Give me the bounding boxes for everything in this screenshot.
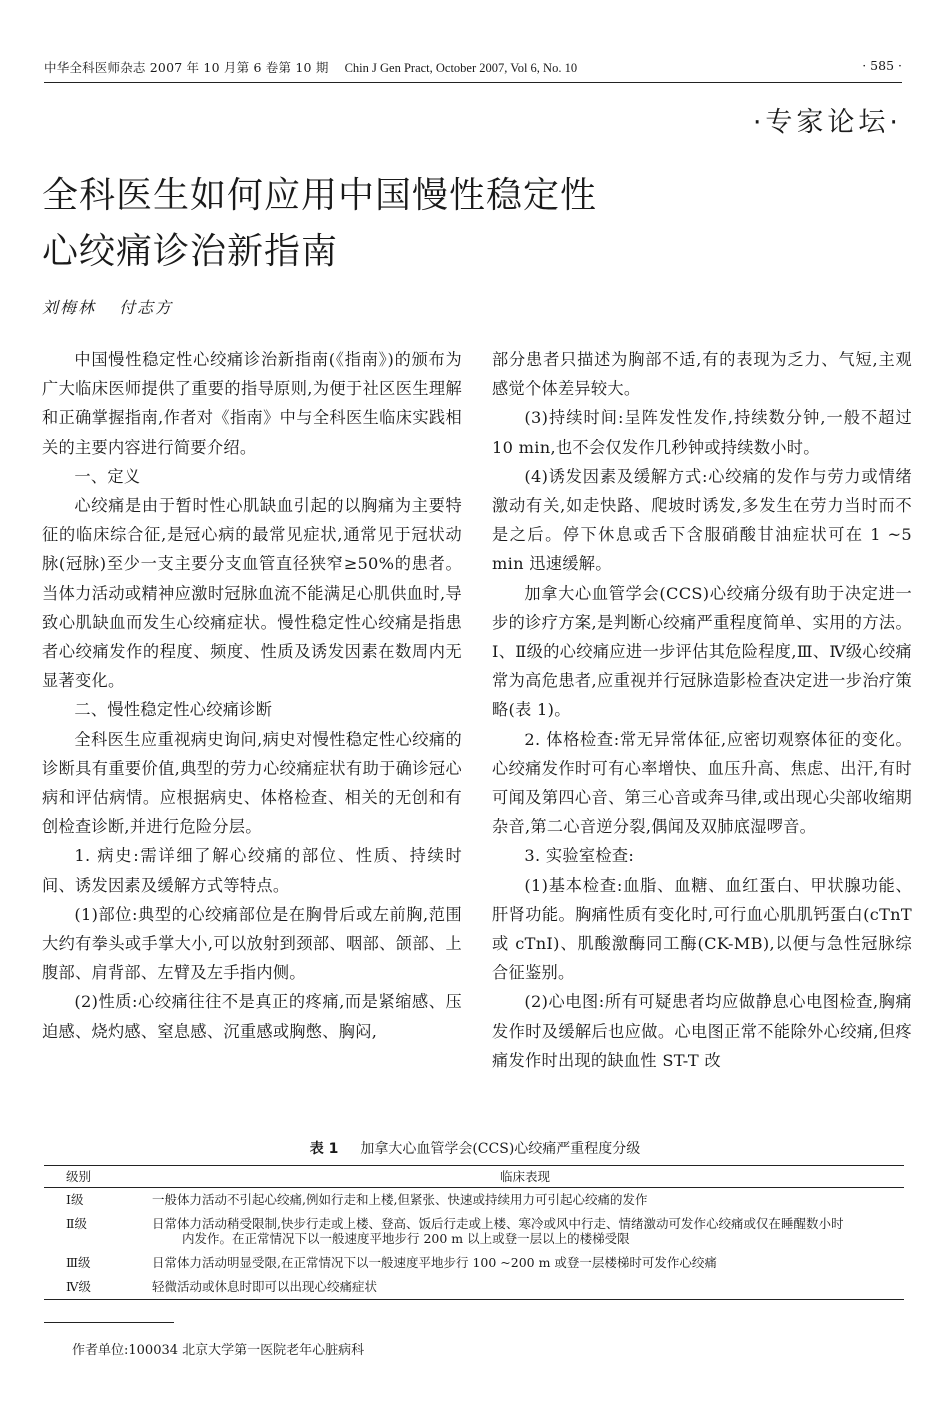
title-line-2: 心绞痛诊治新指南 (42, 231, 339, 272)
description-line: 轻微活动或休息时即可以出现心绞痛症状 (152, 1279, 378, 1294)
paragraph: 部分患者只描述为胸部不适,有的表现为乏力、气短,主观感觉个体差异较大。 (492, 350, 912, 399)
grade-level: Ⅱ级 (66, 1216, 87, 1231)
right-column (492, 345, 912, 1075)
paragraph: (2)心电图:所有可疑患者均应做静息心电图检查,胸痛发作时及缓解后也应做。心电图正常不能除外心绞痛,但疼痛发作时出现的缺血性 ST-T 改 (492, 992, 912, 1070)
journal-english: Chin J Gen Pract, October 2007, Vol 6, No. 10 (344, 61, 578, 75)
paragraph: (1)部位:典型的心绞痛部位是在胸骨后或左前胸,范围大约有拳头或手掌大小,可以放射到颈部、咽部、颌部、上腹部、肩背部、左臂及左手指内侧。 (42, 904, 462, 983)
table-row (44, 1212, 904, 1251)
article-title (42, 168, 682, 280)
table-row (44, 1251, 904, 1275)
table-row (44, 1275, 904, 1300)
grade-description (146, 1188, 904, 1213)
grade-description (146, 1251, 904, 1275)
paragraph: 1. 病史:需详细了解心绞痛的部位、性质、持续时间、诱发因素及缓解方式等特点。 (42, 846, 462, 895)
table-header-row (44, 1166, 904, 1188)
author-1: 刘梅林 (42, 298, 97, 317)
author-affiliation: 作者单位:100034 北京大学第一医院老年心脏病科 (72, 1343, 365, 1358)
left-column (42, 345, 462, 1046)
running-header (44, 58, 902, 83)
paragraph: 3. 实验室检查: (524, 846, 635, 866)
journal-citation (44, 58, 577, 76)
description-line: 日常体力活动稍受限制,快步行走或上楼、登高、饭后行走或上楼、寒冷或风中行走、情绪激动可发作心绞痛或仅在睡醒数小时 (152, 1216, 844, 1231)
paragraph: 2. 体格检查:常无异常体征,应密切观察体征的变化。心绞痛发作时可有心率增快、血压升高、焦虑、出汗,有时可闻及第四心音、第三心音或奔马律,或出现心尖部收缩期杂音,第二心音逆分裂,偶闻及双肺底湿啰音。 (492, 729, 912, 837)
ccs-grade-table (44, 1165, 904, 1300)
section-tag: ·专家论坛· (752, 107, 902, 138)
page-number: · 585 · (862, 58, 902, 73)
paragraph: (4)诱发因素及缓解方式:心绞痛的发作与劳力或情绪激动有关,如走快路、爬坡时诱发,多发生在劳力当时而不是之后。停下休息或舌下含服硝酸甘油症状可在 1 ~5 min 迅速缓解。 (492, 466, 912, 574)
paragraph: 二、慢性稳定性心绞痛诊断 (74, 700, 273, 720)
paragraph: (3)持续时间:呈阵发性发作,持续数分钟,一般不超过 10 min,也不会仅发作几秒钟或持续数小时。 (492, 408, 912, 457)
paragraph: 一、定义 (74, 466, 141, 486)
paragraph: 全科医生应重视病史询问,病史对慢性稳定性心绞痛的诊断具有重要价值,典型的劳力心绞痛症状有助于确诊冠心病和评估病情。应根据病史、体格检查、相关的无创和有创检查诊断,并进行危险分层。 (42, 729, 462, 837)
paragraph: (1)基本检查:血脂、血糖、血红蛋白、甲状腺功能、肝肾功能。胸痛性质有变化时,可行血心肌肌钙蛋白(cTnT 或 cTnI)、肌酸激酶同工酶(CK-MB),以便与急性冠脉综合征鉴别。 (492, 875, 912, 983)
grade-level: Ⅳ级 (44, 1275, 146, 1300)
paragraph: (2)性质:心绞痛往往不是真正的疼痛,而是紧缩感、压迫感、烧灼感、窒息感、沉重感或胸憋、胸闷, (42, 992, 462, 1041)
table-title: 加拿大心血管学会(CCS)心绞痛严重程度分级 (360, 1141, 641, 1157)
table-row (44, 1188, 904, 1213)
grade-description (146, 1275, 904, 1300)
description-line-continued: 内发作。在正常情况下以一般速度平地步行 200 m 以上或登一层以上的楼梯受限 (182, 1231, 630, 1246)
paragraph: 中国慢性稳定性心绞痛诊治新指南(《指南》)的颁布为广大临床医师提供了重要的指导原则,为便于社区医生理解和正确掌握指南,作者对《指南》中与全科医生临床实践相关的主要内容进行简要介绍。 (42, 350, 462, 457)
grade-description (146, 1212, 904, 1251)
description-line: 一般体力活动不引起心绞痛,例如行走和上楼,但紧张、快速或持续用力可引起心绞痛的发作 (152, 1192, 648, 1207)
author-2: 付志方 (119, 298, 174, 317)
description-line: 日常体力活动明显受限,在正常情况下以一般速度平地步行 100 ~200 m 或登一层楼梯时可发作心绞痛 (152, 1255, 717, 1270)
journal-name: 中华全科医师杂志 2007 年 10 月第 6 卷第 10 期 (44, 60, 329, 75)
paragraph: 心绞痛是由于暂时性心肌缺血引起的以胸痛为主要特征的临床综合征,是冠心病的最常见症状,通常见于冠状动脉(冠脉)至少一支主要分支血管直径狭窄≥50%的患者。当体力活动或精神应激时冠脉血流不能满足心肌供血时,导致心肌缺血而发生心绞痛症状。慢性稳定性心绞痛是指患者心绞痛发作的程度、频度、性质及诱发因素在数周内无显著变化。 (42, 496, 462, 691)
footnote-rule (44, 1322, 174, 1323)
header-level: 级别 (44, 1166, 146, 1188)
paragraph: 加拿大心血管学会(CCS)心绞痛分级有助于决定进一步的诊疗方案,是判断心绞痛严重程度简单、实用的方法。Ⅰ、Ⅱ级的心绞痛应进一步评估其危险程度,Ⅲ、Ⅳ级心绞痛常为高危患者,应重视并行冠脉造影检查决定进一步治疗策略(表 1)。 (492, 583, 912, 720)
title-line-1: 全科医生如何应用中国慢性稳定性 (42, 175, 598, 216)
table-caption (0, 1138, 950, 1158)
table-number: 表 1 (309, 1141, 339, 1157)
grade-level: Ⅲ级 (66, 1255, 91, 1270)
header-clinical: 临床表现 (146, 1166, 904, 1188)
grade-level: Ⅰ级 (66, 1192, 84, 1207)
authors (42, 295, 189, 318)
